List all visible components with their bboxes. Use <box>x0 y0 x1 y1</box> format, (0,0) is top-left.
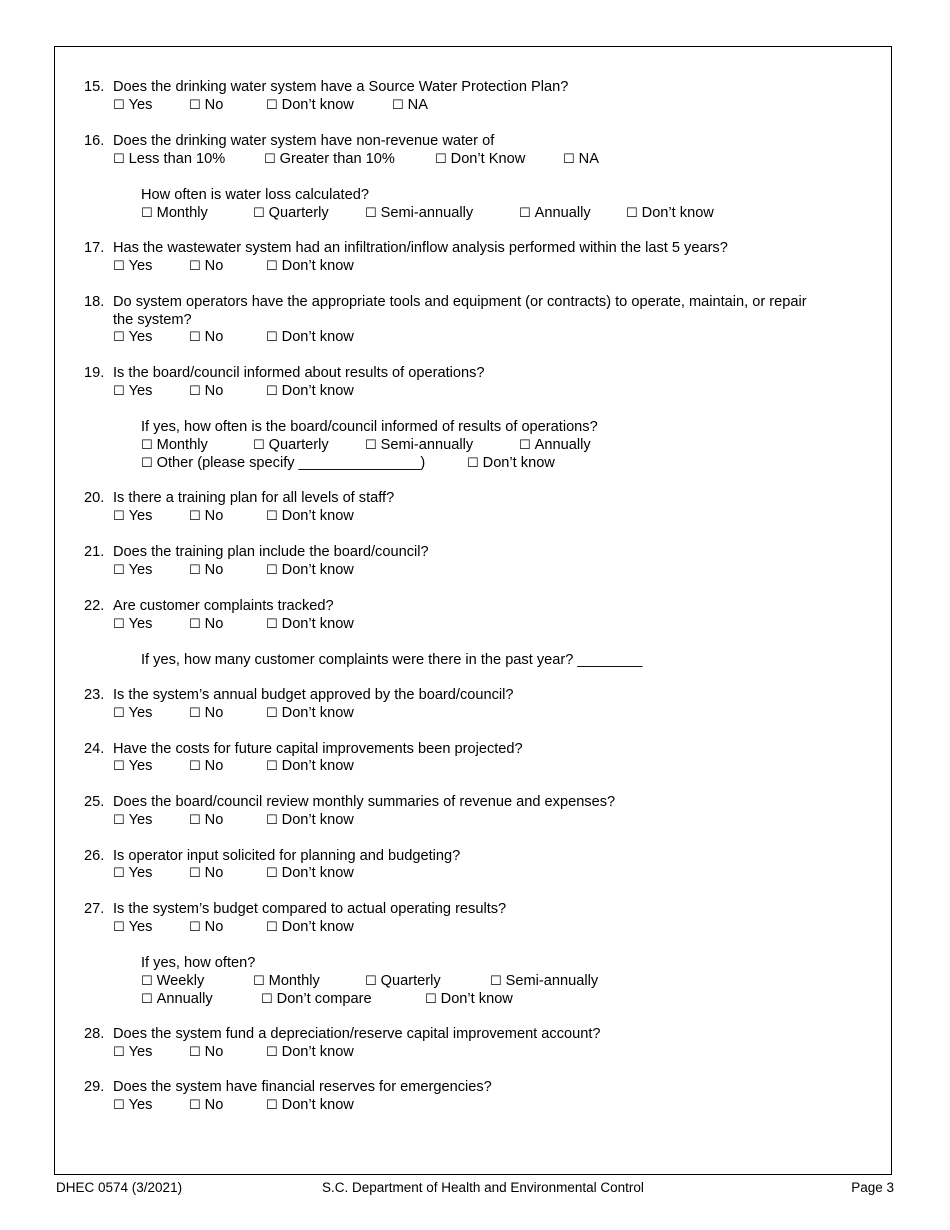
option-label: Yes <box>128 562 153 578</box>
option-label: Don’t know <box>641 205 714 221</box>
option-label: No <box>204 329 224 345</box>
option-q26-main-2[interactable] <box>266 864 354 883</box>
checkbox-icon[interactable]: ☐ <box>113 920 125 935</box>
option-q17-main-0[interactable] <box>113 257 152 276</box>
option-label: No <box>204 616 224 632</box>
option-q27-sub2-0[interactable] <box>141 990 213 1009</box>
option-label: No <box>204 705 224 721</box>
page-number: Page 3 <box>851 1180 894 1195</box>
option-label: Don’t know <box>281 383 354 399</box>
option-label: Yes <box>128 258 153 274</box>
checkbox-icon[interactable]: ☐ <box>141 974 153 989</box>
option-label: Monthly <box>156 437 208 453</box>
checkbox-icon[interactable]: ☐ <box>113 617 125 632</box>
checkbox-icon[interactable]: ☐ <box>266 813 278 828</box>
option-label: Don’t know <box>281 97 354 113</box>
checkbox-icon[interactable]: ☐ <box>189 866 201 881</box>
option-q17-main-2[interactable] <box>266 257 354 276</box>
option-label: Weekly <box>156 973 205 989</box>
question-number: 15. <box>84 79 105 95</box>
question-number: 19. <box>84 365 105 381</box>
checkbox-icon[interactable]: ☐ <box>189 706 201 721</box>
option-label: Don’t know <box>281 508 354 524</box>
option-label: Don’t know <box>281 258 354 274</box>
option-q22-main-2[interactable] <box>266 615 354 634</box>
option-q23-main-0[interactable] <box>113 704 152 723</box>
question-text-27: Is the system’s budget compared to actual operating results? <box>113 901 507 917</box>
checkbox-icon[interactable]: ☐ <box>141 438 153 453</box>
checkbox-icon[interactable]: ☐ <box>253 206 265 221</box>
option-q27-main-0[interactable] <box>113 918 152 937</box>
checkbox-icon[interactable]: ☐ <box>266 920 278 935</box>
option-label: No <box>204 97 224 113</box>
question-text-21: Does the training plan include the board/council? <box>113 544 429 560</box>
option-q28-main-2[interactable] <box>266 1043 354 1062</box>
option-label: Yes <box>128 865 153 881</box>
option-q24-main-0[interactable] <box>113 757 152 776</box>
subquestion-text-22: If yes, how many customer complaints were there in the past year? ________ <box>141 652 643 668</box>
option-q16-sub-1[interactable] <box>253 204 329 223</box>
checkbox-icon[interactable]: ☐ <box>261 992 273 1007</box>
checkbox-icon[interactable]: ☐ <box>253 438 265 453</box>
subquestion-text-16: How often is water loss calculated? <box>141 187 369 203</box>
checkbox-icon[interactable]: ☐ <box>365 438 377 453</box>
option-q25-main-1[interactable] <box>189 811 223 830</box>
option-q19-sub-2[interactable] <box>365 436 473 455</box>
option-q18-main-0[interactable] <box>113 328 152 347</box>
checkbox-icon[interactable]: ☐ <box>266 617 278 632</box>
option-label: Annually <box>156 991 213 1007</box>
option-q27-sub-1[interactable] <box>253 972 320 991</box>
option-q16-sub-2[interactable] <box>365 204 473 223</box>
checkbox-icon[interactable]: ☐ <box>189 617 201 632</box>
checkbox-icon[interactable]: ☐ <box>425 992 437 1007</box>
question-number: 23. <box>84 687 105 703</box>
option-q16-main-3[interactable] <box>563 150 599 169</box>
option-label: Monthly <box>156 205 208 221</box>
question-text-25: Does the board/council review monthly summaries of revenue and expenses? <box>113 794 616 810</box>
option-label: Don’t know <box>482 455 555 471</box>
checkbox-icon[interactable]: ☐ <box>266 706 278 721</box>
question-number: 29. <box>84 1079 105 1095</box>
option-q16-main-2[interactable] <box>435 150 525 169</box>
option-label: No <box>204 1097 224 1113</box>
option-label: Don’t know <box>281 758 354 774</box>
checkbox-icon[interactable]: ☐ <box>113 509 125 524</box>
question-number: 20. <box>84 490 105 506</box>
option-label: Don’t know <box>281 329 354 345</box>
option-q19-main-0[interactable] <box>113 382 152 401</box>
option-q19-sub-1[interactable] <box>253 436 329 455</box>
checkbox-icon[interactable]: ☐ <box>113 1098 125 1113</box>
option-q21-main-0[interactable] <box>113 561 152 580</box>
option-label: Semi-annually <box>505 973 599 989</box>
option-q28-main-1[interactable] <box>189 1043 223 1062</box>
checkbox-icon[interactable]: ☐ <box>266 866 278 881</box>
checkbox-icon[interactable]: ☐ <box>519 206 531 221</box>
option-label: No <box>204 562 224 578</box>
checkbox-icon[interactable]: ☐ <box>189 259 201 274</box>
option-label: Don’t know <box>281 616 354 632</box>
checkbox-icon[interactable]: ☐ <box>189 813 201 828</box>
option-label: Don’t know <box>281 562 354 578</box>
option-q27-sub-3[interactable] <box>490 972 598 991</box>
option-label: Quarterly <box>268 205 329 221</box>
checkbox-icon[interactable]: ☐ <box>189 759 201 774</box>
checkbox-icon[interactable]: ☐ <box>113 384 125 399</box>
option-q29-main-0[interactable] <box>113 1096 152 1115</box>
option-label: Other (please specify _______________) <box>156 455 426 471</box>
question-text-17: Has the wastewater system had an infiltration/inflow analysis performed within the last 5 years? <box>113 240 728 256</box>
option-label: Yes <box>128 758 153 774</box>
question-number: 28. <box>84 1026 105 1042</box>
checkbox-icon[interactable]: ☐ <box>189 563 201 578</box>
option-label: Don’t know <box>281 705 354 721</box>
checkbox-icon[interactable]: ☐ <box>189 1098 201 1113</box>
option-q24-main-1[interactable] <box>189 757 223 776</box>
checkbox-icon[interactable]: ☐ <box>113 259 125 274</box>
option-label: Greater than 10% <box>279 151 395 167</box>
option-q29-main-2[interactable] <box>266 1096 354 1115</box>
option-q25-main-0[interactable] <box>113 811 152 830</box>
checkbox-icon[interactable]: ☐ <box>113 866 125 881</box>
question-number: 27. <box>84 901 105 917</box>
option-label: No <box>204 1044 224 1060</box>
checkbox-icon[interactable]: ☐ <box>266 384 278 399</box>
option-label: Yes <box>128 919 153 935</box>
option-q23-main-1[interactable] <box>189 704 223 723</box>
option-label: Quarterly <box>380 973 441 989</box>
question-text-18-cont: the system? <box>113 312 192 328</box>
question-number: 16. <box>84 133 105 149</box>
subquestion-text-27: If yes, how often? <box>141 955 256 971</box>
checkbox-icon[interactable]: ☐ <box>189 509 201 524</box>
option-q26-main-0[interactable] <box>113 864 152 883</box>
checkbox-icon[interactable]: ☐ <box>266 563 278 578</box>
option-q15-main-3[interactable] <box>392 96 428 115</box>
checkbox-icon[interactable]: ☐ <box>113 98 125 113</box>
option-q16-sub-0[interactable] <box>141 204 208 223</box>
checkbox-icon[interactable]: ☐ <box>266 330 278 345</box>
question-number: 17. <box>84 240 105 256</box>
checkbox-icon[interactable]: ☐ <box>266 259 278 274</box>
option-q19-sub-3[interactable] <box>519 436 591 455</box>
option-q29-main-1[interactable] <box>189 1096 223 1115</box>
question-text-15: Does the drinking water system have a Source Water Protection Plan? <box>113 79 569 95</box>
option-label: Yes <box>128 383 153 399</box>
checkbox-icon[interactable]: ☐ <box>266 509 278 524</box>
option-label: NA <box>578 151 599 167</box>
checkbox-icon[interactable]: ☐ <box>626 206 638 221</box>
option-label: No <box>204 383 224 399</box>
question-text-22: Are customer complaints tracked? <box>113 598 334 614</box>
question-number: 18. <box>84 294 105 310</box>
option-label: Less than 10% <box>128 151 226 167</box>
checkbox-icon[interactable]: ☐ <box>266 98 278 113</box>
option-q27-sub-2[interactable] <box>365 972 441 991</box>
option-label: Semi-annually <box>380 437 474 453</box>
checkbox-icon[interactable]: ☐ <box>266 759 278 774</box>
option-q27-main-2[interactable] <box>266 918 354 937</box>
checkbox-icon[interactable]: ☐ <box>113 706 125 721</box>
checkbox-icon[interactable]: ☐ <box>365 206 377 221</box>
checkbox-icon[interactable]: ☐ <box>113 563 125 578</box>
checkbox-icon[interactable]: ☐ <box>519 438 531 453</box>
question-number: 25. <box>84 794 105 810</box>
option-q19-sub2-0[interactable] <box>141 454 425 473</box>
option-label: No <box>204 812 224 828</box>
option-label: Don’t know <box>281 1044 354 1060</box>
option-q16-sub-4[interactable] <box>626 204 714 223</box>
option-q22-main-1[interactable] <box>189 615 223 634</box>
question-text-19: Is the board/council informed about results of operations? <box>113 365 485 381</box>
option-q27-sub-0[interactable] <box>141 972 204 991</box>
question-number: 22. <box>84 598 105 614</box>
option-q19-main-1[interactable] <box>189 382 223 401</box>
option-q16-main-0[interactable] <box>113 150 225 169</box>
checkbox-icon[interactable]: ☐ <box>189 384 201 399</box>
option-label: Don’t know <box>281 919 354 935</box>
option-label: Don’t Know <box>450 151 526 167</box>
question-text-18: Do system operators have the appropriate tools and equipment (or contracts) to operate, maintain, or repair <box>113 294 807 310</box>
checkbox-icon[interactable]: ☐ <box>490 974 502 989</box>
option-label: Monthly <box>268 973 320 989</box>
option-label: Yes <box>128 1097 153 1113</box>
question-number: 26. <box>84 848 105 864</box>
checkbox-icon[interactable]: ☐ <box>113 759 125 774</box>
checkbox-icon[interactable]: ☐ <box>113 152 125 167</box>
option-label: No <box>204 258 224 274</box>
option-q24-main-2[interactable] <box>266 757 354 776</box>
form-id: DHEC 0574 (3/2021) <box>56 1180 183 1195</box>
question-text-24: Have the costs for future capital improvements been projected? <box>113 741 523 757</box>
checkbox-icon[interactable]: ☐ <box>189 1045 201 1060</box>
option-q17-main-1[interactable] <box>189 257 223 276</box>
checkbox-icon[interactable]: ☐ <box>266 1098 278 1113</box>
option-label: Annually <box>534 437 591 453</box>
question-text-29: Does the system have financial reserves for emergencies? <box>113 1079 492 1095</box>
option-q25-main-2[interactable] <box>266 811 354 830</box>
option-label: Yes <box>128 508 153 524</box>
option-q15-main-1[interactable] <box>189 96 223 115</box>
checkbox-icon[interactable]: ☐ <box>253 974 265 989</box>
checkbox-icon[interactable]: ☐ <box>266 1045 278 1060</box>
option-q19-sub2-1[interactable] <box>467 454 555 473</box>
option-q21-main-1[interactable] <box>189 561 223 580</box>
option-label: Don’t know <box>281 812 354 828</box>
option-label: No <box>204 508 224 524</box>
checkbox-icon[interactable]: ☐ <box>563 152 575 167</box>
option-q27-main-1[interactable] <box>189 918 223 937</box>
option-label: Yes <box>128 616 153 632</box>
option-q27-sub2-2[interactable] <box>425 990 513 1009</box>
option-label: Yes <box>128 1044 153 1060</box>
checkbox-icon[interactable]: ☐ <box>113 330 125 345</box>
option-q19-main-2[interactable] <box>266 382 354 401</box>
option-label: Semi-annually <box>380 205 474 221</box>
checkbox-icon[interactable]: ☐ <box>141 206 153 221</box>
option-label: No <box>204 919 224 935</box>
option-label: Don’t compare <box>276 991 372 1007</box>
question-text-28: Does the system fund a depreciation/reserve capital improvement account? <box>113 1026 601 1042</box>
option-q23-main-2[interactable] <box>266 704 354 723</box>
option-q16-sub-3[interactable] <box>519 204 591 223</box>
question-number: 24. <box>84 741 105 757</box>
checkbox-icon[interactable]: ☐ <box>141 992 153 1007</box>
option-q28-main-0[interactable] <box>113 1043 152 1062</box>
option-q16-main-1[interactable] <box>264 150 395 169</box>
option-q18-main-2[interactable] <box>266 328 354 347</box>
option-q20-main-2[interactable] <box>266 507 354 526</box>
option-label: Don’t know <box>281 865 354 881</box>
option-q19-sub-0[interactable] <box>141 436 208 455</box>
option-label: Yes <box>128 812 153 828</box>
option-q15-main-2[interactable] <box>266 96 354 115</box>
checkbox-icon[interactable]: ☐ <box>189 920 201 935</box>
option-label: Yes <box>128 329 153 345</box>
option-label: Annually <box>534 205 591 221</box>
question-text-26: Is operator input solicited for planning and budgeting? <box>113 848 461 864</box>
checkbox-icon[interactable]: ☐ <box>392 98 404 113</box>
checkbox-icon[interactable]: ☐ <box>113 813 125 828</box>
option-q18-main-1[interactable] <box>189 328 223 347</box>
option-q26-main-1[interactable] <box>189 864 223 883</box>
checkbox-icon[interactable]: ☐ <box>113 1045 125 1060</box>
checkbox-icon[interactable]: ☐ <box>467 456 479 471</box>
question-text-20: Is there a training plan for all levels of staff? <box>113 490 395 506</box>
option-label: Yes <box>128 97 153 113</box>
question-text-23: Is the system’s annual budget approved by the board/council? <box>113 687 514 703</box>
question-number: 21. <box>84 544 105 560</box>
option-label: NA <box>407 97 428 113</box>
option-label: Don’t know <box>440 991 513 1007</box>
option-label: Quarterly <box>268 437 329 453</box>
checkbox-icon[interactable]: ☐ <box>189 330 201 345</box>
checkbox-icon[interactable]: ☐ <box>141 456 153 471</box>
option-q15-main-0[interactable] <box>113 96 152 115</box>
agency-name: S.C. Department of Health and Environmental Control <box>322 1180 644 1195</box>
option-label: No <box>204 758 224 774</box>
option-q27-sub2-1[interactable] <box>261 990 372 1009</box>
checkbox-icon[interactable]: ☐ <box>435 152 447 167</box>
question-text-16: Does the drinking water system have non-revenue water of <box>113 133 495 149</box>
option-q21-main-2[interactable] <box>266 561 354 580</box>
option-label: No <box>204 865 224 881</box>
checkbox-icon[interactable]: ☐ <box>365 974 377 989</box>
option-label: Don’t know <box>281 1097 354 1113</box>
subquestion-text-19: If yes, how often is the board/council informed of results of operations? <box>141 419 598 435</box>
checkbox-icon[interactable]: ☐ <box>189 98 201 113</box>
checkbox-icon[interactable]: ☐ <box>264 152 276 167</box>
option-label: Yes <box>128 705 153 721</box>
option-q22-main-0[interactable] <box>113 615 152 634</box>
option-q20-main-0[interactable] <box>113 507 152 526</box>
option-q20-main-1[interactable] <box>189 507 223 526</box>
